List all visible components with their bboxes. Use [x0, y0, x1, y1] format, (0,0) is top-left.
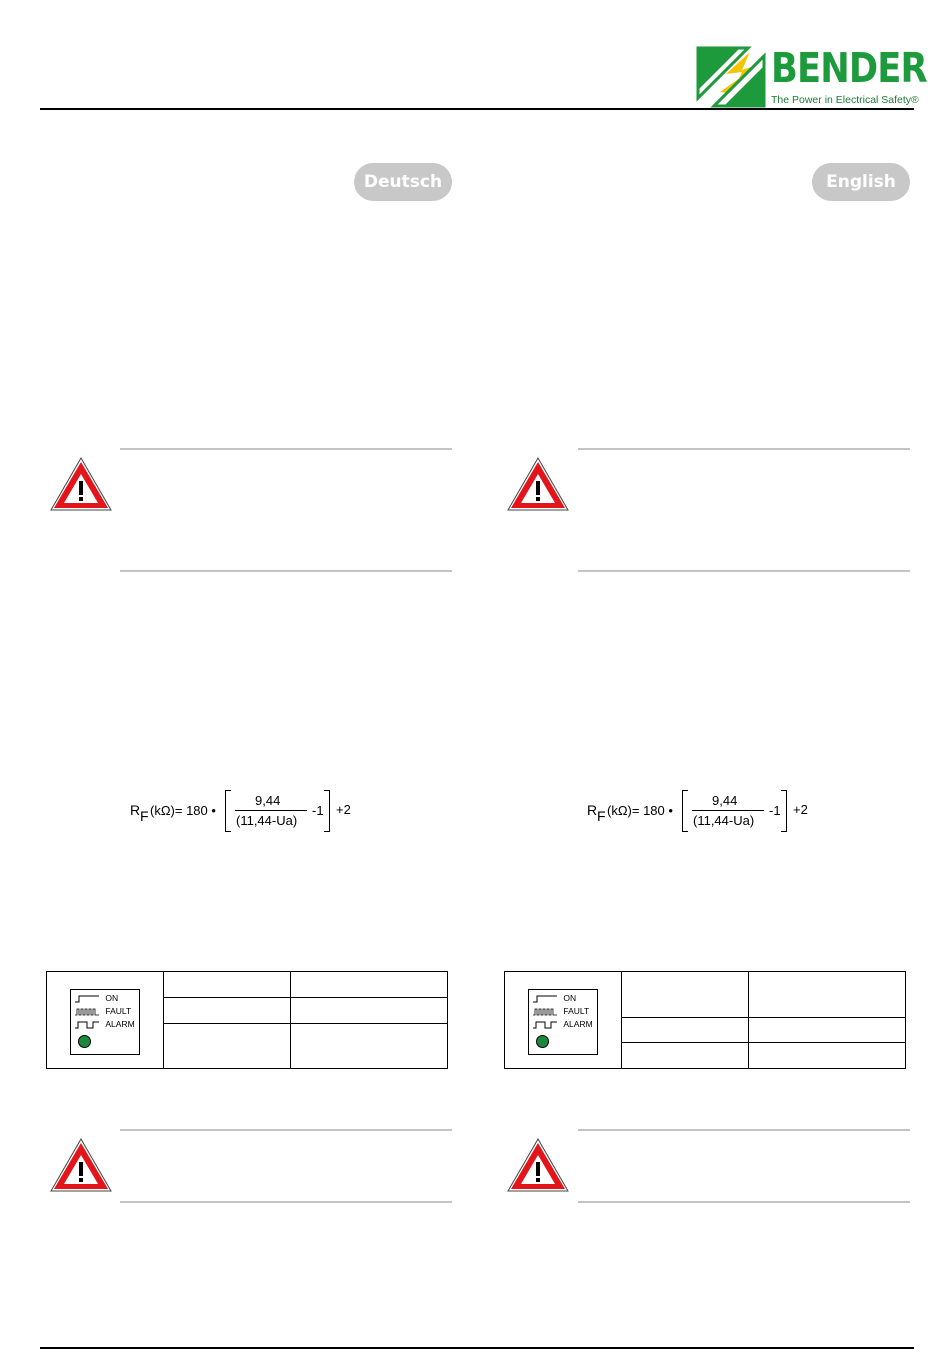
logo-wordmark: BENDER: [771, 44, 927, 92]
formula-numerator: 9,44: [712, 793, 738, 808]
table-divider: [290, 972, 291, 1068]
warning-bottom-rule: [578, 570, 910, 572]
led-status-table: [46, 971, 448, 1069]
formula-numerator: 9,44: [255, 793, 281, 808]
formula-left-bracket: [225, 790, 231, 832]
table-divider: [621, 1017, 905, 1018]
pulse-signal-icon: [533, 1008, 557, 1016]
formula-minus-one: -1: [312, 803, 324, 818]
alarm-signal-icon: [75, 1021, 99, 1029]
led-label-fault: FAULT: [105, 1006, 132, 1016]
led-label-on: ON: [105, 993, 119, 1003]
logo-tagline: The Power in Electrical Safety®: [771, 94, 919, 106]
led-panel: [70, 989, 140, 1055]
warning-top-rule: [578, 1129, 910, 1131]
led-row-on: [75, 993, 118, 1003]
table-divider: [163, 972, 164, 1068]
resistance-formula: [587, 790, 827, 832]
formula-right-bracket: [324, 790, 330, 832]
step-signal-icon: [533, 995, 557, 1003]
warning-top-rule: [578, 448, 910, 450]
led-row-fault: [75, 1006, 131, 1016]
formula-lhs-subscript: F: [140, 808, 149, 824]
formula-denominator: (11,44-Ua): [693, 813, 755, 828]
bender-logo-mark: [696, 44, 766, 110]
formula-lhs-subscript: F: [597, 808, 606, 824]
table-divider: [163, 1023, 447, 1024]
led-status-table: [504, 971, 906, 1069]
table-divider: [621, 972, 622, 1068]
led-label-on: ON: [563, 993, 577, 1003]
table-divider: [621, 1042, 905, 1043]
formula-lhs-unit: (kΩ)= 180 •: [607, 803, 673, 818]
led-row-alarm: [75, 1019, 135, 1029]
formula-left-bracket: [682, 790, 688, 832]
language-badge-deutsch: Deutsch: [354, 163, 452, 201]
led-label-alarm: ALARM: [563, 1019, 593, 1029]
header-rule: [40, 108, 914, 110]
led-label-alarm: ALARM: [105, 1019, 135, 1029]
table-divider: [163, 997, 447, 998]
led-row-on: [533, 993, 576, 1003]
warning-bottom-rule: [120, 1201, 452, 1203]
warning-triangle-icon: [506, 456, 570, 512]
formula-fraction-line: [235, 810, 307, 811]
formula-minus-one: -1: [769, 803, 781, 818]
footer-rule: [40, 1347, 914, 1349]
formula-plus-two: +2: [793, 802, 808, 817]
led-label-fault: FAULT: [563, 1006, 590, 1016]
formula-fraction-line: [692, 810, 764, 811]
warning-bottom-rule: [578, 1201, 910, 1203]
green-led-indicator: [78, 1035, 91, 1048]
led-panel: [528, 989, 598, 1055]
led-row-alarm: [533, 1019, 593, 1029]
formula-plus-two: +2: [336, 802, 351, 817]
formula-right-bracket: [781, 790, 787, 832]
green-led-indicator: [536, 1035, 549, 1048]
warning-top-rule: [120, 1129, 452, 1131]
formula-lhs-unit: (kΩ)= 180 •: [150, 803, 216, 818]
resistance-formula: [130, 790, 370, 832]
step-signal-icon: [75, 995, 99, 1003]
warning-top-rule: [120, 448, 452, 450]
formula-lhs: R: [587, 802, 598, 818]
language-badge-english: English: [812, 163, 910, 201]
warning-triangle-icon: [49, 1137, 113, 1193]
led-row-fault: [533, 1006, 589, 1016]
alarm-signal-icon: [533, 1021, 557, 1029]
formula-lhs: R: [130, 802, 141, 818]
warning-triangle-icon: [506, 1137, 570, 1193]
warning-bottom-rule: [120, 570, 452, 572]
warning-triangle-icon: [49, 456, 113, 512]
formula-denominator: (11,44-Ua): [236, 813, 298, 828]
table-divider: [748, 972, 749, 1068]
pulse-signal-icon: [75, 1008, 99, 1016]
